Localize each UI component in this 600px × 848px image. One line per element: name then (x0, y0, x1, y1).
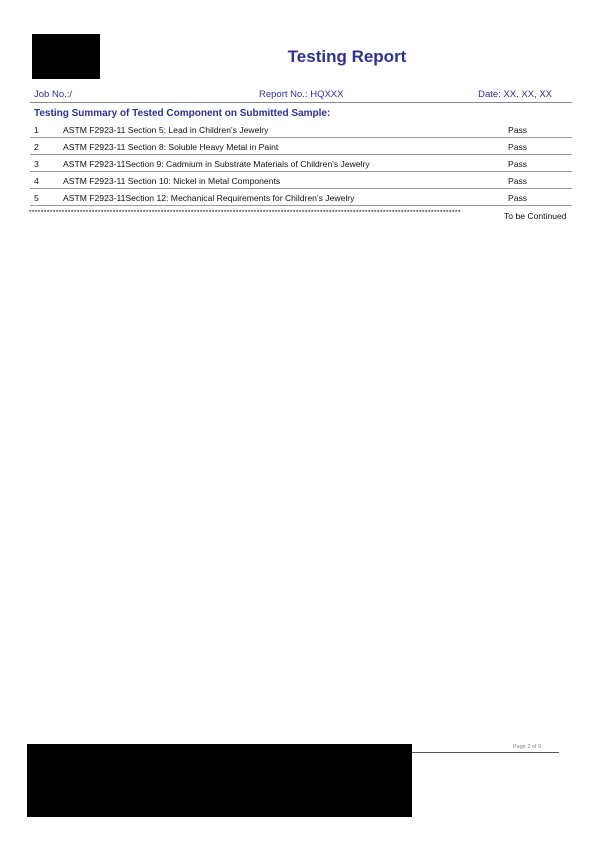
summary-table (30, 121, 572, 206)
row-result: Pass (508, 159, 528, 169)
table-row (30, 138, 572, 155)
row-number: 1 (34, 125, 39, 135)
table-row (30, 155, 572, 172)
header-divider (30, 102, 572, 103)
row-result: Pass (508, 193, 528, 203)
table-row (30, 172, 572, 189)
row-standard: ASTM F2923-11Section 9: Cadmium in Substrate Materials of Children's Jewelry (63, 159, 370, 169)
row-number: 2 (34, 142, 39, 152)
row-standard: ASTM F2923-11 Section 8: Soluble Heavy Metal in Paint (63, 142, 279, 152)
row-standard: ASTM F2923-11 Section 10: Nickel in Metal Components (63, 176, 281, 186)
row-standard: ASTM F2923-11Section 12: Mechanical Requirements for Children's Jewelry (63, 193, 355, 203)
footer-divider (412, 752, 559, 753)
summary-heading: Testing Summary of Tested Component on Submitted Sample: (34, 108, 331, 119)
page-title: Testing Report (287, 47, 407, 66)
to-be-continued: To be Continued (504, 211, 567, 221)
redacted-footer (27, 744, 412, 817)
row-result: Pass (508, 176, 528, 186)
table-row (30, 121, 572, 138)
star-separator: ************************************************************************************************************************************************ (28, 210, 461, 218)
page-number: Page 2 of 6 (513, 744, 542, 750)
row-standard: ASTM F2923-11 Section 5: Lead in Children's Jewelry (63, 125, 269, 135)
row-number: 3 (34, 159, 39, 169)
row-result: Pass (508, 125, 528, 135)
report-meta (34, 89, 554, 102)
row-result: Pass (508, 142, 528, 152)
report-number: Report No.: HQXXX (259, 89, 344, 100)
row-number: 5 (34, 193, 39, 203)
redacted-logo (32, 34, 100, 79)
table-row (30, 189, 572, 206)
report-date: Date: XX. XX, XX (478, 89, 552, 100)
row-number: 4 (34, 176, 39, 186)
job-number: Job No.:/ (34, 89, 73, 100)
